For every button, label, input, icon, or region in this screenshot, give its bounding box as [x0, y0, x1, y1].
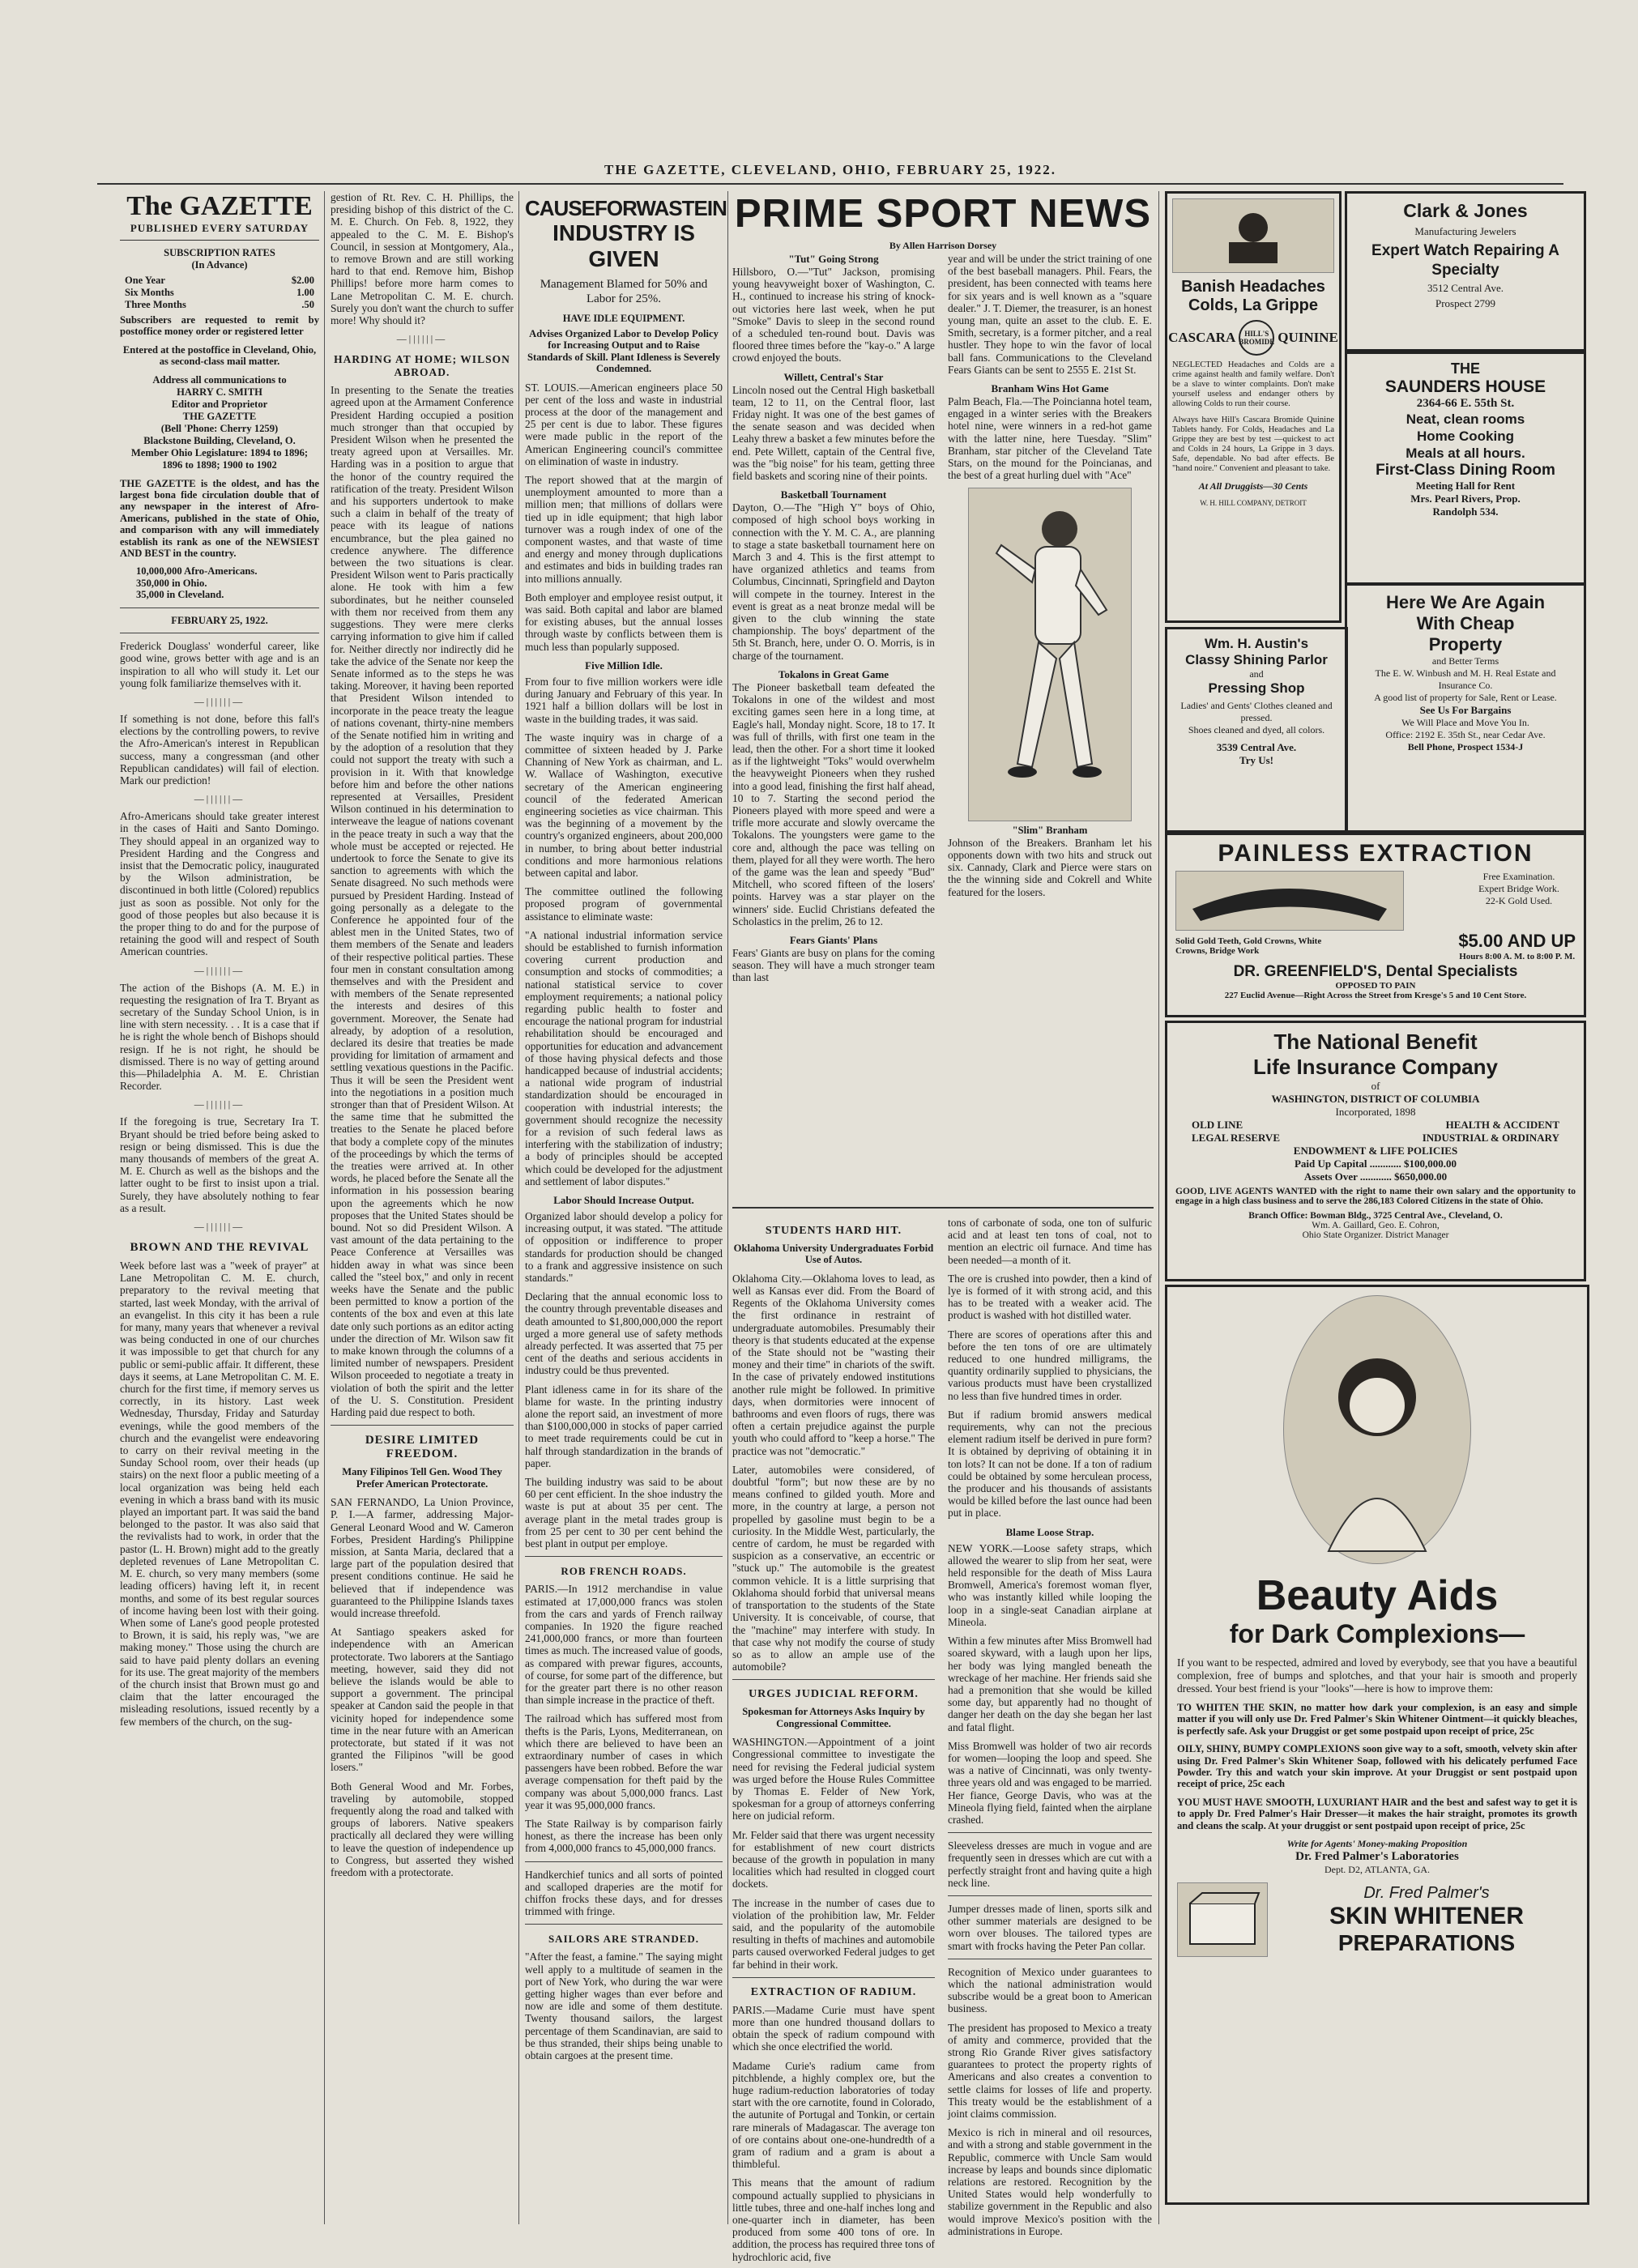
- rate-row: Three Months .50: [125, 299, 314, 310]
- news-paragraph: Within a few minutes after Miss Bromwell had soared skyward, with a laugh upon her lips, her body was lying mangled beneath the wreckage of her machine. Her friends said she had a premonition that she would be killed some day, but apparently had no thought of danger her death on the day she began her last and fatal flight.: [948, 1635, 1152, 1733]
- news-paragraph: Recognition of Mexico under guarantees to which the national administration would subscribe would be a great boon to American business.: [948, 1965, 1152, 2015]
- clark-jones-sub: Manufacturing Jewelers: [1414, 225, 1516, 237]
- editorial-paragraph: The action of the Bishops (A. M. E.) in requesting the resignation of Ira T. Bryant as secretary of the Sunday School Union, is in line with stern necessity. . . It is a case that if he is right the whole bench of Bishops should resign. If he is not right, he should be dismissed. There is no way of getting around this—Philadelphia A. M. E. Christian Recorder.: [120, 981, 319, 1093]
- masthead-title: The GAZETTE: [126, 191, 313, 221]
- cascara-company: W. H. HILL COMPANY, DETROIT: [1200, 499, 1307, 507]
- clark-jones-specialty: Expert Watch Repairing A Specialty: [1371, 242, 1559, 279]
- news-paragraph: "After the feast, a famine." The saying might well apply to a multitude of seamen in the port of New York, who during the war were getting higher wages than ever before and now are idle and some of them destitute. Twenty thousand sailors, the largest percentage of them Scandinavian, are said to be thus stranded, their ships being unable to obtain cargoes at the present time.: [525, 1950, 723, 2061]
- sports-col-right: [948, 253, 1152, 1200]
- photo-caption: "Slim" Branham: [1012, 825, 1088, 837]
- saunders-house-ad: THE SAUNDERS HOUSE 2364-66 E. 55th St. Neat, clean rooms Home Cooking Meals at all hours. First-Class Dining Room Meeting Hall for Rent Mrs. Pearl Rivers, Prop. Randolph 534.: [1345, 352, 1586, 585]
- news-paragraph: The State Railway is by comparison fairly honest, as there the increase has been only from 4,000,000 francs to 45,000,000 francs.: [525, 1817, 723, 1855]
- news-paragraph: At Santiago speakers asked for independence with an American protectorate. Two laborers at the Santiago meeting, however, said they did not believe the islands would be able to support a government. The principal speaker at Candon said the people in that vicinity hoped for independence some time in the near future with an American protectorate, but stated if it was not granted the Filipinos "will be good losers.": [331, 1626, 514, 1774]
- population-line: 35,000 in Cleveland.: [136, 589, 224, 601]
- skin-whitener-product: Dr. Fred Palmer's SKIN WHITENER PREPARATIONS: [1177, 1882, 1577, 1957]
- property-ad: Here We Are Again With Cheap Property and Better Terms The E. W. Winbush and M. H. Real Estate and Insurance Co. A good list of property for Sale, Rent or Lease. See Us For Bargains We Will Place and Move You In. Office: 2192 E. 35th St., near Cedar Ave. Bell Phone, Prospect 1534-J: [1345, 583, 1586, 833]
- painless-extraction-ad: PAINLESS EXTRACTION Free Examination. Expert Bridge Work. 22-K Gold Used. Solid Gold Teeth, Gold Crowns, White Crowns, Bridge Work $5.00 AND UP Hours 8:00 A. M. to 8:00 P. M. DR. GREENFIELD'S, Dental Specialists OPPOSED TO PAIN 227 Euclid Avenue—Right Across the Street from Kresge's 5 and 10 Cent Store.: [1165, 833, 1586, 1017]
- editorial-paragraph: Frederick Douglass' wonderful career, like good wine, grows better with age and is an inspiration to all who will study it. Let our young folk familiarize themselves with it.: [120, 640, 319, 689]
- lower-col-right: [948, 1217, 1152, 2237]
- rate-row: Six Months 1.00: [125, 287, 314, 298]
- address-line: Member Ohio Legislature: 1894 to 1896; 1896 to 1898; 1900 to 1902: [130, 446, 309, 471]
- beauty-aids-ad: Beauty Aids for Dark Complexions— If you want to be respected, admired and loved by everybody, see that you have a beautiful complexion, free of bumps and splotches, and that your hair is smooth and properly dressed. Your best friend is your "looks"—here is how to improve them: TO WHITEN THE SKIN, no matter how dark your complexion, is an easy and simple matter if you will only use Dr. Fred Palmer's Skin Whitener Ointment—it quickly bleaches, is perfectly safe. Ask your Druggist or get some postpaid upon receipt of price, 25c OILY, SHINY, BUMPY COMPLEXIONS soon give way to a soft, smooth, velvety skin after using Dr. Fred Palmer's Skin Whitener Soap, followed with his delicately perfumed Face Powder. Try this and watch your skin improve. At your Druggist or sent postpaid upon receipt of price, 25c each YOU MUST HAVE SMOOTH, LUXURIANT HAIR and the best and safest way to get it is to apply Dr. Fred Palmer's Hair Dresser—it makes the hair straight, promotes its growth and cleans the scalp. At your druggist or sent postpaid upon receipt of price, 25c Write for Agents' Money-making Proposition Dr. Fred Palmer's Laboratories Dept. D2, ATLANTA, GA. Dr. Fred Palmer's SKIN WHITENER PREPARATIONS: [1165, 1285, 1589, 2205]
- news-paragraph: Both employer and employee resist output, it was said. Both capital and labor are blamed for existing abuses, but the annual losses through waste by conflicts between them is much less than popularly supposed.: [525, 590, 723, 653]
- sports-banner: PRIME SPORT NEWS: [734, 192, 1152, 236]
- banner-headline: INDUSTRY IS GIVEN: [552, 220, 695, 271]
- separator: —||||||—: [194, 1098, 245, 1111]
- sports-paragraph: Hillsboro, O.—"Tut" Jackson, promising young heavyweight boxer of Washington, C. H., continued to increase his string of knock-out victories here last week, when he put "Smoke" Davis to sleep in the second round of a scheduled ten-round bout. Davis was floored three times before the "kay-o." A large crowd enjoyed the bouts.: [732, 266, 935, 364]
- address-line: Blackstone Building, Cleveland, O.: [143, 434, 296, 446]
- lower-col-left: [732, 1217, 935, 2263]
- news-paragraph: "A national industrial information service should be established to furnish information covering current production and consumption and stocks of commodities; a national statistical service to cover employment requirements; a national policy regarding public health to foster and encourage the national program for industrial rehabilitation should be encouraged and opportunities for education and advancement of those having physical defects and those handicapped because of industrial accidents; a national wide program of industrial standardization should be encouraged in cooperation with industrial interests; the government should recognize the necessity for a revision of such federal laws as interfering with the stabilization of industry; a body of principles should be accepted which could be developed for the adjustment and settlement of labor disputes.": [525, 928, 723, 1187]
- subhead: Basketball Tournament: [780, 488, 887, 501]
- news-paragraph: NEW YORK.—Loose safety straps, which allowed the wearer to slip from her seat, were held responsible for the death of Miss Laura Bromwell, America's foremost woman flyer, who was instantly killed while looping the loop in a single-seat Canadian airplane at Mineola.: [948, 1541, 1152, 1628]
- news-paragraph: Madame Curie's radium came from pitchblende, a highly complex ore, but the huge radium-reduction laboratories of today start with the ore carnotite, found in Colorado, the autunite of Portugal and Tonkin, or certain rare minerals of Madagascar. The average ton of ore contains about one-one-hundredth of a gram of radium and a gram is about a thimbleful.: [732, 2059, 935, 2171]
- rates-note: (In Advance): [191, 259, 248, 271]
- news-paragraph: From four to five million workers were idle during January and February of this year. In 1921 half a billion dollars will be lost in waste in the building trades, it was said.: [525, 675, 723, 725]
- article-heading: ROB FRENCH ROADS.: [561, 1565, 687, 1578]
- news-paragraph: The ore is crushed into powder, then a kind of lye is formed of it with strong acid, and this has to be treated with a weaker acid. The product is washed with hot distilled water.: [948, 1272, 1152, 1322]
- news-paragraph: PARIS.—Madame Curie must have spent more than one hundred thousand dollars to obtain the speck of radium compound with which she once electrified the world.: [732, 2003, 935, 2053]
- news-paragraph: tons of carbonate of soda, one ton of sulfuric acid and at least ten tons of coal, not to mention an electric oil furnace. And time has been needed—a month of it.: [948, 1217, 1152, 1266]
- news-paragraph: The railroad which has suffered most from thefts is the Paris, Lyons, Mediterranean, on which there are believed to have been an extraordinary number of cases in which passengers have been robbed. Before the war average compensation for theft paid by the company was about 5,000,000 francs. Last year it was 95,000,000 francs.: [525, 1712, 723, 1811]
- ads-column: [1165, 191, 1586, 2224]
- subhead: Blame Loose Strap.: [1005, 1525, 1094, 1538]
- page-header: THE GAZETTE, CLEVELAND, OHIO, FEBRUARY 25, 1922.: [97, 162, 1563, 185]
- cascara-text: NEGLECTED Headaches and Colds are a crime against health and family welfare. Don't be a slave to winter complaints. Don't make yourself useless and endanger others by allowing Colds to run their course.: [1172, 360, 1334, 408]
- subhead: "Tut" Going Strong: [788, 253, 879, 265]
- cascara-headline: Banish Headaches: [1181, 278, 1325, 296]
- address-block: [120, 374, 319, 471]
- editorial-paragraph: Afro-Americans should take greater interest in the cases of Haiti and Santo Domingo. They should appeal in an organized way to President Harding and the Congress and insist that the Democratic policy, inaugurated by the Wilson administration, be discontinued in both little (Colored) republics just as soon as possible. Not only for the good of those peoples but also because it is the proper thing to do and for the purpose of retaining the good will and respect of South American countries.: [120, 810, 319, 958]
- news-paragraph: The building industry was said to be about 60 per cent efficient. In the shoe industry the waste is put at about 35 per cent. The average plant in the metal trades group is from 25 per cent to 30 per cent behind the best plant in output per employe.: [525, 1476, 723, 1550]
- beauty-subtitle: for Dark Complexions—: [1229, 1619, 1525, 1648]
- beauty-title: Beauty Aids: [1256, 1572, 1499, 1619]
- population-list: [136, 565, 319, 600]
- masthead: [120, 191, 319, 241]
- address-line: Address all communications to: [152, 373, 287, 386]
- news-paragraph: There are scores of operations after this and before the ten tons of ore are ultimately reduced to one hundred milligrams, the quantity ordinarily supplied to physicians, the various products must have been crystallized no less than five hundred times in order.: [948, 1328, 1152, 1402]
- deck: HAVE IDLE EQUIPMENT.: [562, 313, 685, 324]
- austin-shining-ad: Wm. H. Austin's Classy Shining Parlor and Pressing Shop Ladies' and Gents' Clothes cleaned and pressed. Shoes cleaned and dyed, all colors. 3539 Central Ave. Try Us!: [1165, 627, 1348, 833]
- article-subheading: Many Filipinos Tell Gen. Wood They Prefer American Protectorate.: [342, 1466, 502, 1490]
- sports-section: [732, 191, 1154, 2263]
- column-rule: [727, 191, 728, 2224]
- news-paragraph: PARIS.—In 1912 merchandise in value estimated at 17,000,000 francs was stolen from the cars and yards of French railway companies. In 1920 the figure reached 241,000,000 francs, or more than fourteen times as much. The increased value of goods, as compared with prewar figures, accounts, of course, for some part of the difference, but for the greater part there is no other reason than simple increase in the practice of theft.: [525, 1583, 723, 1707]
- cascara-ad: [1165, 191, 1342, 623]
- clark-jones-ad: [1345, 191, 1586, 352]
- cascara-price: At All Druggists—30 Cents: [1198, 480, 1308, 492]
- news-paragraph: Declaring that the annual economic loss to the country through preventable diseases and death amounted to $1,800,000,000 the report urged a more general use of safety methods already perfected. It was asserted that 75 per cent of the deaths and serious accidents in industry could be thus prevented.: [525, 1290, 723, 1377]
- woman-portrait-icon: [1283, 1295, 1471, 1564]
- news-paragraph: Both General Wood and Mr. Forbes, traveling by automobile, stopped frequently along the road and talked with groups of laborers. Native speakers practically all declared they were willing to leave the question of independence up to Congress, but asserted they wished freedom with a protectorate.: [331, 1780, 514, 1878]
- teeth-icon: [1175, 871, 1404, 931]
- baseball-player-photo: [968, 488, 1132, 821]
- subhead: Fears Giants' Plans: [789, 933, 878, 946]
- rates-list: [125, 275, 314, 311]
- news-paragraph: Handkerchief tunics and all sorts of pointed and scalloped draperies are the motif for chiffon frocks these days, and for dresses trimmed with fringe.: [525, 1868, 723, 1918]
- sports-paragraph: Dayton, O.—The "High Y" boys of Ohio, composed of high school boys working in connection with the Y. M. C. A., are planning to stage a state basketball tournament here on March 3 and 4. This is the first attempt to have organized athletics and teams from Columbus, Cincinnati, Springfield and Dayton will compete in the tourney. Interest in the event is great as a neat bronze medal will be given to the club winning the state championship. The boys' department of the 5th St. Branch, here, under O. O. Morris, is in charge of the tournament.: [732, 501, 935, 662]
- clark-jones-title: Clark & Jones: [1403, 200, 1528, 221]
- news-paragraph: Plant idleness came in for its share of the blame for waste. In the printing industry alone the report said, an investment of more than $100,000,000 in stocks of paper carried to meet trade requirements could be cut in half through standardization in the brands of paper.: [525, 1383, 723, 1469]
- column-rule: [518, 191, 519, 2224]
- cascara-brand: CASCARA HILL'S BROMIDE QUININE: [1172, 320, 1334, 356]
- column-editorial: [120, 191, 319, 2224]
- article-heading: DESIRE LIMITED FREEDOM.: [365, 1434, 480, 1461]
- article-heading: BROWN AND THE REVIVAL: [130, 1241, 309, 1255]
- editorial-paragraph: In presenting to the Senate the treaties agreed upon at the Armament Conference President Harding occupied a position much stronger than that occupied by President Wilson when he presented the treaty agreed upon at Versailles. Mr. Harding was in a position to argue that the honor of the country required the ratification of the treaty. President Wilson and his supporters undertook to make such a claim in behalf of the treaty of peace with its league of nations encumbrance, but the plea gained no credence anywhere. The difference between the two situations is clear. President Wilson went to Paris practically alone. He took with him a few subordinates, but he neither counseled with them nor received from them any suggestions. They were mere clerks carrying information to give him if called for. Neither directly nor indirectly did he take the advice of the Senate nor keep the Senate informed as to the steps he was taking. Moreover, it having been reported that President Wilson intended to incorporate in the peace treaty the league of nations covenant, thirty-nine members of the Senate notified him in writing and by the adoption of a resolution that they could not support the treaty with such a provision in it. With that knowledge before him and before the other nations represented at Versailles, President Wilson continued in his determination to interweave the league of nations covenant in the peace treaty in such a way that the whole must be accepted or rejected. He undertook to force the Senate to give its sanction to agreements with which the Senate disagreed. No such methods were pursued by President Harding. Instead of going personally as a delegate to the Conference he appointed four of the ablest men in the United States, two of them members of the Senate and leaders of their respective political parties. These four men in constant consultation among themselves and with the President and with members of the Senate represented the interests and desires of this government. Moreover, the Senate had already, by adoption of a resolution, declared its desire that treaties be made providing for limitation of armament and settling vexatious questions in the Pacific. Thus it will be seen the President went into the negotiations in a position much stronger than that of President Wilson. At the same time that he submitted the treaties to the Senate he placed before that body a complete copy of the minutes of the proceedings by which the terms of the treaties were arrived at. In other words, he placed before the Senate all the information in his possession bearing upon the agreements which he now proposes that the United States should be bound. Not so did President Wilson. A vast amount of the data pertaining to the Peace Conference at Versailles was hidden away in what was since been called the "steel box," and only in recent weeks have the Senate and the public been permitted to know a portion of the contents of the box and even at this late date only such portions as an editor acting under the direction of Mr. Wilson saw fit to make known through the columns of a limited number of newspapers. President Wilson proceeded to negotiate a treaty in violation of both the spirit and the letter of the U. S. Constitution. President Harding paid due respect to both.: [331, 384, 514, 1419]
- article-heading: EXTRACTION OF RADIUM.: [750, 1985, 917, 1998]
- separator: —||||||—: [194, 793, 245, 805]
- article-heading: URGES JUDICIAL REFORM.: [749, 1688, 919, 1701]
- news-paragraph: The committee outlined the following proposed program of governmental assistance to eliminate waste:: [525, 885, 723, 923]
- separator: —||||||—: [194, 964, 245, 976]
- sports-byline: By Allen Harrison Dorsey: [889, 240, 997, 251]
- masthead-subtitle: PUBLISHED EVERY SATURDAY: [130, 222, 309, 234]
- article-heading: SAILORS ARE STRANDED.: [548, 1933, 700, 1946]
- column-news: [525, 191, 727, 2224]
- news-paragraph: Miss Bromwell was holder of two air records for women—looping the loop and speed. She was a native of Cincinnati, was only twenty-three years old and was engaged to be married. Her fiance, George Davis, who was at the Mineola flying field, fainted when the airplane crashed.: [948, 1739, 1152, 1826]
- saunders-title: SAUNDERS HOUSE: [1384, 377, 1546, 396]
- painless-title: PAINLESS EXTRACTION: [1218, 840, 1533, 867]
- column-rule: [1158, 191, 1159, 2224]
- column-editorial-2: [331, 191, 514, 2224]
- news-paragraph: Mexico is rich in mineral and oil resources, and with a strong and stable government in the Republic, commerce with Uncle Sam would increase by leaps and bounds since diplomatic relations are restored. Recognition by the United States would help wonderfully to stabilize government in the Republic and also would improve Mexico's position with the administrations in Europe.: [948, 2126, 1152, 2237]
- news-paragraph: The increase in the number of cases due to violation of the prohibition law, Mr. Felder said, and the popularity of the automobile resulting in thefts of machines and automobile parts caused overworked Federal judges to get far behind in their work.: [732, 1896, 935, 1971]
- sports-paragraph: Lincoln nosed out the Central High basketball team, 12 to 11, on the Central floor, last Friday night. It was one of the best games of the senate season and was decided when Leahy threw a basket a few minutes before the end. Pete Willett, captain of the Central five, was the "big noise" for his team, getting three field baskets and scoring nine of their points.: [732, 383, 935, 483]
- deck: Management Blamed for 50% and Labor for 25%.: [540, 278, 708, 305]
- address-line: THE GAZETTE: [182, 410, 257, 422]
- population-line: 350,000 in Ohio.: [136, 577, 207, 589]
- subhead: Tokalons in Great Game: [778, 667, 889, 680]
- national-benefit-ad: The National Benefit Life Insurance Company of WASHINGTON, DISTRICT OF COLUMBIA Incorporated, 1898 OLD LINE HEALTH & ACCIDENT LEGAL RESERVE INDUSTRIAL & ORDINARY ENDOWMENT & LIFE POLICIES Paid Up Capital ............ $100,000.00 Assets Over ............ $650,000.00 GOOD, LIVE AGENTS WANTED with the right to name their own salary and the opportunity to engage in a high class business and to serve the 286,183 Colored Citizens in the state of Ohio. Branch Office: Bowman Bldg., 3725 Central Ave., Cleveland, O. Wm. A. Gaillard, Geo. E. Cohron, Ohio State Organizer. District Manager: [1165, 1021, 1586, 1281]
- clark-jones-address: 3512 Central Ave.: [1427, 282, 1504, 294]
- news-paragraph: Organized labor should develop a policy for increasing output, it was stated. "The attitude of opposition or indifference to proper standards for production should be changed to a frank and aggressive insistence on such standards.": [525, 1210, 723, 1285]
- column-rule: [324, 191, 325, 2224]
- woman-headache-icon: [1172, 198, 1334, 273]
- address-line: (Bell 'Phone: Cherry 1259): [160, 422, 279, 434]
- news-paragraph: The president has proposed to Mexico a treaty of amity and commerce, provided that the strong Rio Grande River gives satisfactory guarantees to protect the property rights of Americans and also creates a convention to settle claims for losses of life and property. This treaty would be the establishment of a joint claims commission.: [948, 2021, 1152, 2120]
- sports-paragraph: Fears' Giants are busy on plans for the coming season. They will have a much stronger team than last: [732, 946, 935, 984]
- news-paragraph: This means that the amount of radium compound actually supplied to physicians in little tubes, three and one-half inches long and one-quarter inch in diameter, has been produced from some 400 tons of ore. In addition, the process has required three tons of hydrochloric acid, five: [732, 2176, 935, 2263]
- article-subheading: Oklahoma University Undergraduates Forbid Use of Autos.: [733, 1243, 934, 1266]
- sports-paragraph: Johnson of the Breakers. Branham let his opponents down with two hits and struck out six. Cannady, Clark and Pierce were stars on the the winning side and Cokrell and White featured for the losers.: [948, 836, 1152, 898]
- separator: —||||||—: [194, 1221, 245, 1233]
- subhead: Five Million Idle.: [585, 659, 663, 671]
- news-paragraph: ST. LOUIS.—American engineers place 50 per cent of the loss and waste in industrial process at the door of the management and 25 per cent is due to labor. These figures were made public in the report of the American Engineering council's committee on elimination of waste in industry.: [525, 381, 723, 467]
- news-paragraph: The report showed that at the margin of unemployment amounted to more than a million men; that millions of dollars were tied up in idle equipment; that high labor turnover was a rough index of one of the component wastes, and that waste of time and energy and money through duplications and estimates and bids in building trades ran into millions annually.: [525, 474, 723, 585]
- news-paragraph: SAN FERNANDO, La Union Province, P. I.—A farmer, addressing Major-General Leonard Wood and W. Cameron Forbes, President Harding's Philippine mission, at Santa Maria, declared that a large part of the population desired that present conditions continue. He said he believed that if independence was guaranteed to the Philippine Islands taxes would increase threefold.: [331, 1496, 514, 1619]
- address-line: HARRY C. SMITH: [177, 386, 262, 398]
- oldest-note: THE GAZETTE is the oldest, and has the largest bona fide circulation double that of any newspaper in the interest of Afro-Americans, published in the state of Ohio, and comparison with any will immediately establish its rank as one of the NEWSIEST AND BEST in the country.: [120, 477, 319, 560]
- sports-paragraph: year and will be under the strict training of one of the best baseball managers. Phil. Fears, the president, has been connected with teams here for six years and is well known as a "square dealer." J. T. Diemer, the treasurer, is an honest young man, quite an asset to the club. E. E. Smith, secretary, is a former pitcher, and a real hustler. They hope to win the favor of local ball fans. Communications to the Cleveland Fears Giants can be sent to 2555 E. 21st St.: [948, 253, 1152, 376]
- entered-note: Entered at the postoffice in Cleveland, Ohio, as second-class mail matter.: [122, 343, 317, 368]
- rates-fine: Subscribers are requested to remit by postoffice money order or registered letter: [120, 314, 319, 338]
- rates-title: SUBSCRIPTION RATES: [164, 247, 275, 258]
- article-subheading: Spokesman for Attorneys Asks Inquiry by Congressional Committee.: [742, 1706, 925, 1729]
- population-line: 10,000,000 Afro-Americans.: [136, 565, 258, 578]
- banner-headline: CAUSEFORWASTEIN: [525, 196, 727, 220]
- news-paragraph: The waste inquiry was in charge of a committee of sixteen headed by J. Parke Channing of New York as chairman, and L. W. Wallace of Washington, executive secretary of the American engineering council of the federated American engineering societies as vice chairman. This was the beginning of a movement by the country's organized engineers, about 200,000 in number, to bring about better industrial conditions and more harmonious relations between capital and labor.: [525, 731, 723, 879]
- cascara-text: Always have Hill's Cascara Bromide Quinine Tablets handy. For Colds, Headaches and La Grippe they are best by test —quickest to act and Colds in 24 hours, La Grippe in 3 days. Safe, dependable. No bad after effects. Be "hand noire." Convenient and pleasant to take.: [1172, 416, 1334, 473]
- address-line: Editor and Proprietor: [171, 398, 268, 410]
- subhead: Branham Wins Hot Game: [991, 382, 1109, 395]
- news-paragraph: Later, automobiles were considered, of doubtful "form"; but now these are by no means confined to gilded youth. More and more, in the country at large, a person not propelled by gasoline must begin to be a curiosity. In the Middle West, particularly, the centre of cardom, he must be regarded with suspicion as a conservative, an eccentric or "stuck up." The automobile is the greatest common vehicle. It is a little surprising that Oklahoma should forbid that universal means of transportation to the students of the State University. It is conceivable, of course, that the "machine" may interfere with study. In that case why not modify the course of study so as to allow an ample use of the automobile?: [732, 1463, 935, 1673]
- editorial-paragraph: Week before last was a "week of prayer" at Lane Metropolitan C. M. E. church, preparatory to the revival meeting that started, last week Monday, with the arrival of an evangelist. In this city it has been a rule for many, many years that whenever a revival was being conducted in one of our churches it was impossible to get that church for any public or semi-public affair. It different, these days it seems, at Lane Metropolitan C. M. E. church for the first time, if memory serves us correctly, in its history. Last week Wednesday, Thursday, Friday and Saturday evenings, while the good members of the church and the evangelist were endeavoring to carry on their revival meeting in the Sunday School room, over their heads (up stairs) on the next floor a public meeting of a local organization was being held each evening in which a brass band with its music played an important part. It was said the band belonged to the pastor. It was also said that the revivalists had to work, in order that the pastor (L. H. Brown) might add to the greatly depleted revenues of Lane Metropolitan C. M. E. church, so very many members (some leading officers) having left it, in recent months, and some of its best regular sources of income having been lost with their going. When some of Lane's good people protested to Brown, it is said, his reply was, "we are making money." Those using the church are said to have paid plenty dollars an evening for its use. The great majority of the members of the church insist that Brown must go and claim that the latter encouraged the misleading resolutions, issued recently by a few members of the church, on the sug-: [120, 1260, 319, 1728]
- news-paragraph: Jumper dresses made of linen, sports silk and other summer materials are designed to be worn over blouses. The tailored types are smart with frocks having the Peter Pan collar.: [948, 1902, 1152, 1952]
- sports-col-left: [732, 253, 935, 1200]
- news-paragraph: WASHINGTON.—Appointment of a joint Congressional committee to investigate the need for revising the Federal judicial system was urged before the House Rules Committee by Thomas E. Felder of New York, spokesman for a group of attorneys conferring here on judicial reform.: [732, 1736, 935, 1823]
- news-paragraph: But if radium bromid answers medical requirements, why can not the precious element radium itself be derived in pure form? It is obtained by depriving of obtaining it in ton lots? It can not be done. If a ton of radium could be obtained by some herculean process, the producer and his thousands of assistants would be killed before the last ounce had been put in place.: [948, 1408, 1152, 1520]
- sports-paragraph: The Pioneer basketball team defeated the Tokalons in one of the wildest and most exciting games seen here in a long time, at Eagle's hall, Monday night. Score, 18 to 17. It was full of thrills, with first one team in the lead, then the other. For a short time it looked as if the lightweight "Toks" would overwhelm the heavyweight Pioneers when they rushed into a good lead, finishing the first half ahead, 10 to 7. Starting the second period the Pioneers played with more speed and were a trifle more accurate and slowly overcame the Tokalons. The youngsters were game to the core and, although the pace was telling on them, played for all they were worth. The hero of the game was the lean and speedy "Bud" Mitchell, who scored fifteen of the losers' points. Harvey was a star player on the winners' side. Euclid Christians defeated the Scholastics in the prelim, 26 to 12.: [732, 680, 935, 927]
- news-paragraph: Oklahoma City.—Oklahoma loves to lead, as well as Kansas ever did. From the Board of Regents of the Oklahoma University comes the first ordinance in restraint of undergraduate automobiles. Presumably their theory is that students educated at the expense of the State should not be "wasting their money and their time" in chariots of the swift. In the case of privately endowed institutions another rule might be followed. In primitive days, when dormitories were innocent of bathrooms and even floors of rugs, there was often a certain prejudice against the purple youth who could afford to "keep a horse." The practice was not "democratic.": [732, 1272, 935, 1457]
- subhead: Willett, Central's Star: [783, 370, 884, 383]
- issue-date: FEBRUARY 25, 1922.: [171, 614, 268, 626]
- painless-price: $5.00 AND UP: [1458, 931, 1576, 951]
- news-paragraph: Mr. Felder said that there was urgent necessity for establishment of new court districts because of the growth in population in many localities which had resulted in clogged court dockets.: [732, 1828, 935, 1891]
- article-heading: STUDENTS HARD HIT.: [765, 1225, 902, 1237]
- rate-row: One Year $2.00: [125, 275, 314, 286]
- deck: Advises Organized Labor to Develop Policy for Increasing Output and to Raise Standards of Skill. Plant Idleness is Severely Condemned.: [527, 328, 721, 375]
- editorial-paragraph: If the foregoing is true, Secretary Ira T. Bryant should be tried before being asked to resign or being dismissed. This is due the many thousands of members of the great A. M. E. Church as well as the bishops and the latter ought to be first to insist upon a trial. Surely, they have absolutely nothing to fear as a result.: [120, 1115, 319, 1214]
- article-heading: HARDING AT HOME; WILSON ABROAD.: [334, 353, 510, 379]
- editorial-paragraph: If something is not done, before this fall's elections by the controlling powers, to revive the Afro-American's interest in Republican success, many a congressman (and other Republican candidates) will fail of election. Mark our prediction!: [120, 712, 319, 787]
- clark-jones-phone: Prospect 2799: [1435, 297, 1496, 309]
- news-paragraph: Sleeveless dresses are much in vogue and are frequently seen in dresses which are cut with a perfectly straight front and having quite a high neck line.: [948, 1840, 1152, 1889]
- separator: —||||||—: [396, 333, 448, 345]
- subhead: Labor Should Increase Output.: [553, 1194, 694, 1207]
- separator: —||||||—: [194, 695, 245, 707]
- cascara-seal: HILL'S BROMIDE: [1239, 320, 1274, 356]
- sports-paragraph: Palm Beach, Fla.—The Poincianna hotel team, engaged in a winter series with the Breakers hotel nine, were winners in a red-hot game with the latter nine, here Tuesday. "Slim" Branham, star pitcher of the Cleveland Tate Stars, on the mound for the Poincianas, and the best of a great hurling duel with "Ace": [948, 395, 1152, 482]
- cascara-headline: Colds, La Grippe: [1188, 296, 1319, 314]
- baseball-pitcher-icon: [985, 497, 1115, 812]
- editorial-paragraph: gestion of Rt. Rev. C. H. Phillips, the presiding bishop of this district of the C. M. E. Church. On Feb. 8, 1922, they appealed to the C. M. E. Bishop's Council, in session at Montgomery, Ala., to remove Brown and are still working hard to that end. Remove him, Bishop Phillips! before more harm comes to Lane Metropolitan C. M. E. church. Surely you don't want the church to suffer more! Why should it?: [331, 191, 514, 327]
- product-box-icon: [1177, 1882, 1268, 1957]
